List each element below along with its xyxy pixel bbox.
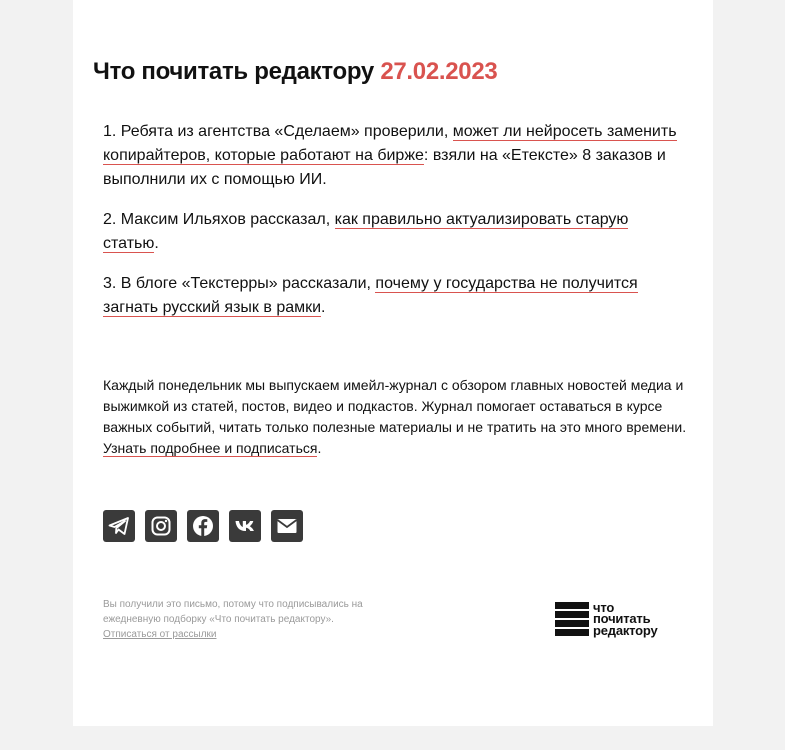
news-link-2[interactable]: как правильно актуализировать старую статью — [103, 211, 629, 252]
facebook-icon[interactable] — [187, 510, 219, 542]
telegram-icon[interactable] — [103, 510, 135, 542]
email-card — [73, 0, 713, 726]
unsubscribe-link[interactable]: Отписаться от рассылки — [103, 629, 217, 640]
news-link-1[interactable]: может ли нейросеть заменить копирайтеров, которые работают на бирже — [103, 123, 677, 164]
logo[interactable] — [555, 600, 685, 638]
news-item-2: 2. Максим Ильяхов рассказал, как правильно актуализировать старую статью. — [103, 211, 629, 252]
news-item-3: 3. В блоге «Текстерры» рассказали, почему у государства не получится загнать русский язык в рамки. — [103, 275, 638, 316]
about-paragraph: Каждый понедельник мы выпускаем имейл-журнал с обзором главных новостей медиа и выжимкой из статей, постов, видео и подкастов. Журнал помогает оставаться в курсе важных событий, читать только полезные материалы и не тратить на это много времени. Узнать подробнее и подписаться. — [103, 377, 687, 456]
page-title — [93, 58, 497, 86]
news-item-1: 1. Ребята из агентства «Сделаем» проверили, может ли нейросеть заменить копирайтеров, которые работают на бирже: взяли на «Етексте» 8 заказов и выполнили их с помощью ИИ. — [103, 123, 677, 188]
news-link-3[interactable]: почему у государства не получится загнать русский язык в рамки — [103, 275, 638, 316]
instagram-icon[interactable] — [145, 510, 177, 542]
email-icon[interactable] — [271, 510, 303, 542]
social-links — [103, 510, 303, 542]
footer-notice-text: Вы получили это письмо, потому что подписывались на ежедневную подборку «Что почитать редактору». — [103, 599, 363, 625]
logo-bars-icon — [555, 602, 589, 636]
logo-text: что почитать редактору — [593, 599, 658, 638]
issue-date: 27.02.2023 — [380, 58, 498, 85]
vk-icon[interactable] — [229, 510, 261, 542]
news-list — [103, 120, 688, 336]
subscribe-link[interactable]: Узнать подробнее и подписаться — [103, 440, 318, 456]
title-text: Что почитать редактору — [93, 58, 374, 85]
footer-notice — [103, 597, 393, 642]
